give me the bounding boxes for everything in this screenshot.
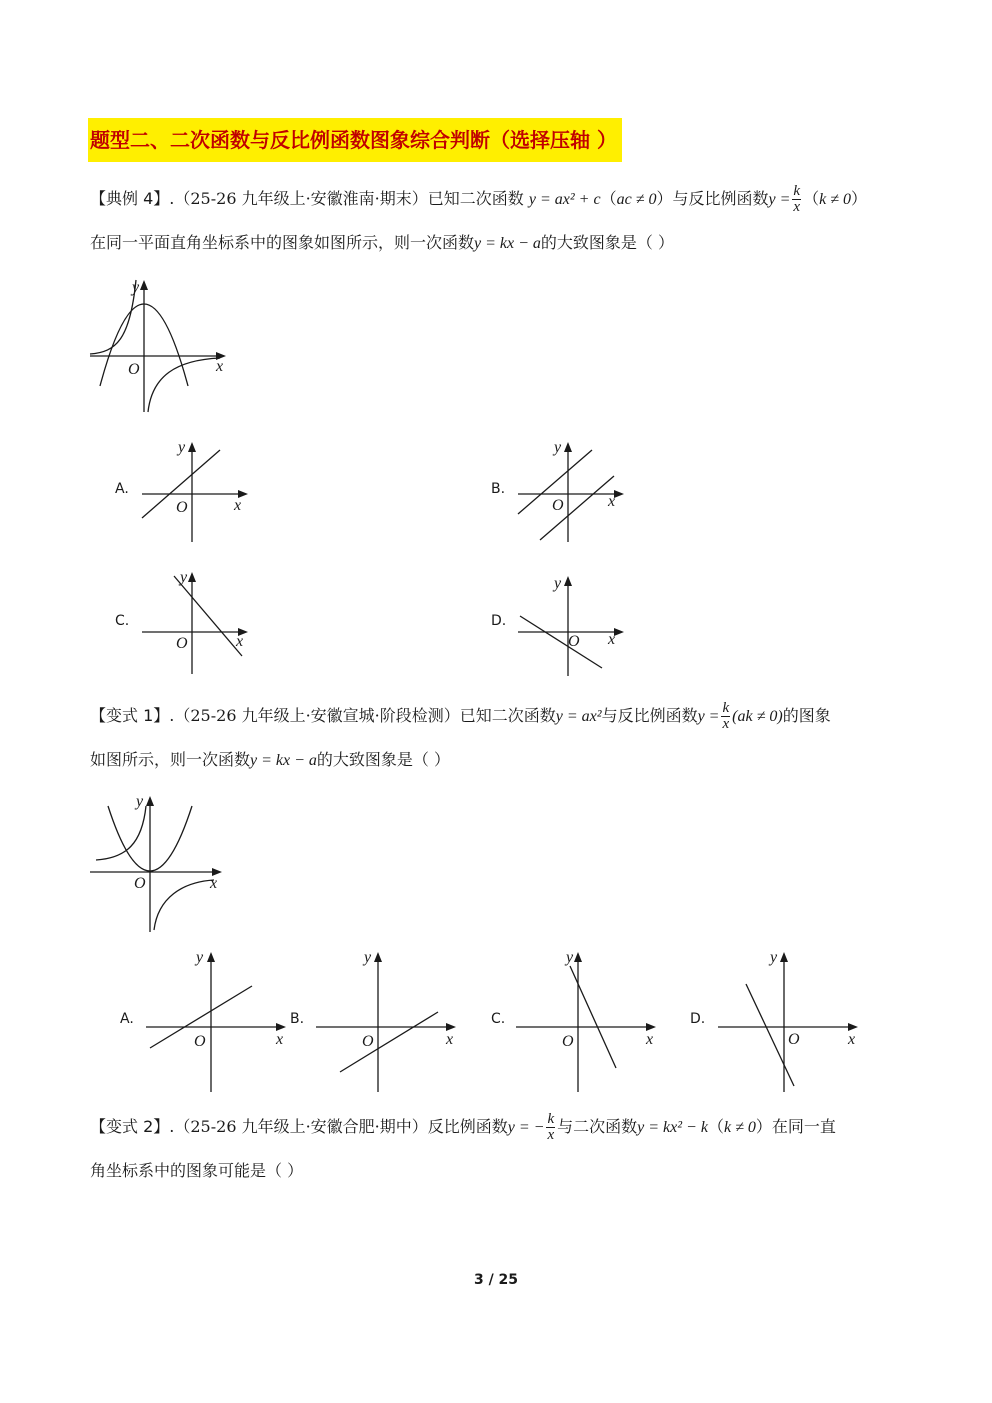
variant1-main-graph bbox=[86, 790, 232, 936]
option-d-graph[interactable] bbox=[510, 570, 630, 680]
variant1-question: 的大致图象是（ ） bbox=[316, 750, 451, 769]
variant2-inverse: y = − bbox=[507, 1119, 545, 1136]
variant2-line1 bbox=[90, 1112, 836, 1143]
example4-main-graph bbox=[86, 276, 236, 416]
axis-x-label: x bbox=[446, 1031, 454, 1048]
denominator: x bbox=[793, 199, 801, 215]
variant1-option-c-label[interactable]: C. bbox=[491, 1011, 506, 1027]
denominator: x bbox=[722, 716, 730, 732]
example4-cond1: ac ≠ 0 bbox=[616, 191, 657, 208]
example4-line1 bbox=[90, 184, 867, 215]
numerator: k bbox=[793, 183, 801, 199]
example4-linear: y = kx − a bbox=[474, 235, 541, 252]
variant1-quadratic: y = ax² bbox=[555, 708, 602, 725]
option-b-graph[interactable] bbox=[510, 436, 630, 546]
example4-text: ）与反比例函数 bbox=[656, 189, 769, 208]
origin-label: O bbox=[362, 1033, 374, 1050]
axis-x-label: x bbox=[236, 633, 244, 650]
option-d-label[interactable]: D. bbox=[491, 613, 507, 629]
axis-y-label: y bbox=[770, 949, 778, 966]
origin-label: O bbox=[562, 1033, 574, 1050]
variant2-text: ）在同一直 bbox=[755, 1117, 836, 1136]
variant1-inverse: y = bbox=[697, 708, 720, 725]
axis-x-label: x bbox=[646, 1031, 654, 1048]
variant2-text: 与二次函数 bbox=[557, 1117, 638, 1136]
axis-y-label: y bbox=[554, 439, 562, 456]
variant1-option-b-graph[interactable] bbox=[312, 944, 462, 1094]
fraction bbox=[546, 1112, 555, 1143]
example4-source: .（25-26 九年级上·安徽淮南·期末）已知二次函数 bbox=[169, 189, 524, 208]
option-a-label[interactable]: A. bbox=[115, 481, 129, 497]
example4-line2 bbox=[90, 231, 674, 256]
variant1-source: .（25-26 九年级上·安徽宣城·阶段检测）已知二次函数 bbox=[169, 706, 556, 725]
paren: ） bbox=[850, 189, 867, 208]
example4-quadratic: y = ax² + c bbox=[528, 191, 601, 208]
variant1-line2 bbox=[90, 748, 450, 773]
variant1-option-c-graph[interactable] bbox=[512, 944, 662, 1094]
variant1-option-b-label[interactable]: B. bbox=[290, 1011, 305, 1027]
example4-inverse: y = bbox=[768, 191, 791, 208]
axis-y-label: y bbox=[178, 439, 186, 456]
variant1-linear: y = kx − a bbox=[250, 752, 317, 769]
variant1-cond: (ak ≠ 0) bbox=[732, 708, 783, 725]
axis-y-label: y bbox=[554, 575, 562, 592]
example4-cond2: k ≠ 0 bbox=[819, 191, 851, 208]
variant1-option-a-label[interactable]: A. bbox=[120, 1011, 134, 1027]
denominator: x bbox=[547, 1127, 555, 1143]
origin-label: O bbox=[788, 1031, 800, 1048]
origin-label: O bbox=[128, 361, 140, 378]
section-title: 题型二、二次函数与反比例函数图象综合判断（选择压轴 ） bbox=[88, 118, 622, 162]
paren: （ bbox=[600, 189, 617, 208]
option-c-label[interactable]: C. bbox=[115, 613, 130, 629]
variant2-line2: 角坐标系中的图象可能是（ ） bbox=[90, 1161, 304, 1180]
variant1-option-a-graph[interactable] bbox=[142, 944, 292, 1094]
origin-label: O bbox=[134, 875, 146, 892]
numerator: k bbox=[722, 700, 730, 716]
axis-x-label: x bbox=[608, 493, 616, 510]
axis-x-label: x bbox=[210, 875, 218, 892]
axis-x-label: x bbox=[608, 631, 616, 648]
variant1-text: 与反比例函数 bbox=[601, 706, 698, 725]
origin-label: O bbox=[176, 499, 188, 516]
example4-tag: 【典例 4】 bbox=[90, 189, 170, 208]
option-b-label[interactable]: B. bbox=[491, 481, 506, 497]
variant2-quadratic: y = kx² − k bbox=[637, 1119, 708, 1136]
axis-x-label: x bbox=[216, 358, 224, 375]
origin-label: O bbox=[176, 635, 188, 652]
fraction bbox=[792, 184, 801, 215]
numerator: k bbox=[547, 1111, 555, 1127]
page-number: 3 / 25 bbox=[473, 1272, 519, 1288]
option-c-graph[interactable] bbox=[134, 566, 254, 676]
axis-x-label: x bbox=[848, 1031, 856, 1048]
variant2-tag: 【变式 2】 bbox=[90, 1117, 170, 1136]
fraction bbox=[721, 701, 730, 732]
axis-y-label: y bbox=[364, 949, 372, 966]
origin-label: O bbox=[552, 497, 564, 514]
variant1-tag: 【变式 1】 bbox=[90, 706, 170, 725]
axis-y-label: y bbox=[180, 569, 188, 586]
option-a-graph[interactable] bbox=[134, 436, 254, 546]
axis-x-label: x bbox=[234, 497, 242, 514]
variant1-option-d-label[interactable]: D. bbox=[690, 1011, 706, 1027]
paren: （ bbox=[707, 1117, 724, 1136]
variant1-option-d-graph[interactable] bbox=[714, 944, 864, 1094]
variant1-text: 的图象 bbox=[782, 706, 831, 725]
variant2-cond: k ≠ 0 bbox=[723, 1119, 756, 1136]
variant2-source: .（25-26 九年级上·安徽合肥·期中）反比例函数 bbox=[169, 1117, 508, 1136]
axis-x-label: x bbox=[276, 1031, 284, 1048]
axis-y-label: y bbox=[566, 949, 574, 966]
paren: （ bbox=[803, 189, 820, 208]
variant1-text: 如图所示，则一次函数 bbox=[90, 750, 251, 769]
origin-label: O bbox=[568, 633, 580, 650]
axis-y-label: y bbox=[132, 279, 140, 296]
origin-label: O bbox=[194, 1033, 206, 1050]
example4-text: 在同一平面直角坐标系中的图象如图所示，则一次函数 bbox=[90, 233, 475, 252]
axis-y-label: y bbox=[196, 949, 204, 966]
variant1-line1 bbox=[90, 701, 831, 732]
example4-question: 的大致图象是（ ） bbox=[540, 233, 675, 252]
axis-y-label: y bbox=[136, 793, 144, 810]
